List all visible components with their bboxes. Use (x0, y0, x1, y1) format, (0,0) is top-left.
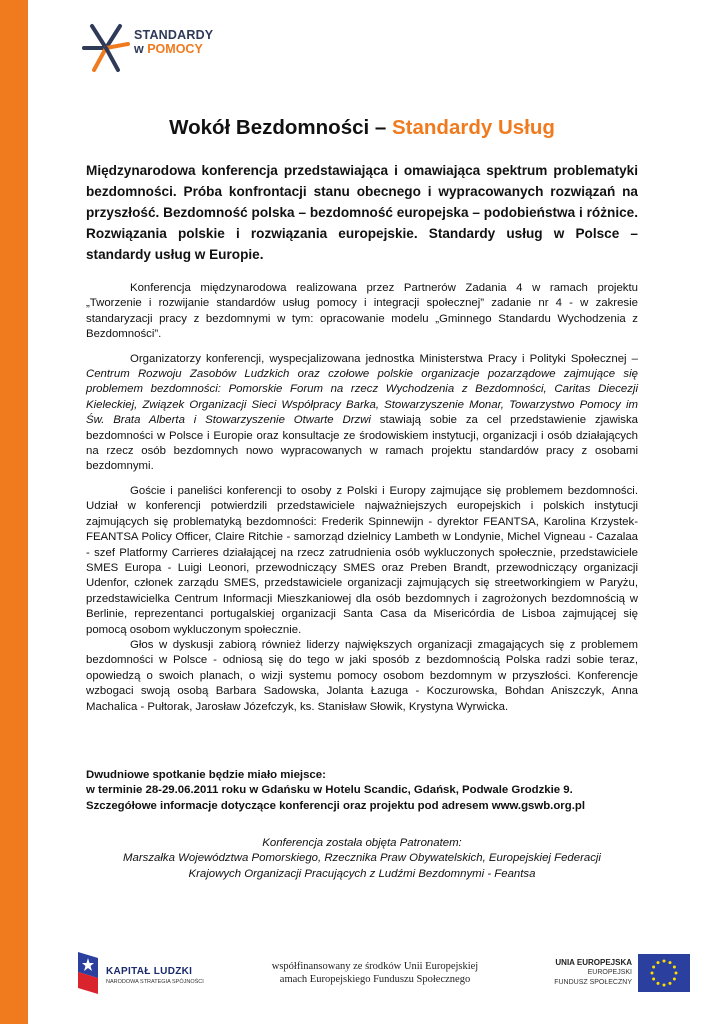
paragraph-4: Głos w dyskusji zabiorą również liderzy największych organizacji zmagających się z problemem bezdomności w Polsce - odniosą się do tego w jaki sposób z bezdomnością Polska radzi sobie teraz, opowiedzą o swoich planach, o wizji systemu pomocy osobom bezdomnym w przyszłości. Konferencje wzbogaci swoją osobą Barbara Sadowska, Jolanta Łazuga - Koczurowska, Bohdan Aniszczyk, Anna Machalica - Pułtorak, Jarosław Józefczyk, ks. Stanisław Słowik, Krystyna Wyrwicka. (86, 638, 638, 713)
eu-star-icon (657, 982, 660, 985)
kapital-ludzki-logo (76, 952, 226, 1002)
paragraph-2-start: Organizatorzy konferencji, wyspecjalizowana jednostka Ministerstwa Pracy i Polityki Społecznej – (130, 352, 638, 365)
event-info (86, 768, 638, 814)
eu-star-icon (669, 961, 672, 964)
kapital-ludzki-title: KAPITAŁ LUDZKI (106, 966, 193, 977)
eu-star-icon (652, 978, 655, 981)
paragraph-2-end: stawiają sobie za cel przedstawienie zjawiska bezdomności w Polsce i Europie oraz konsultacje ze środowiskiem instytucji, organizacji i osób działających na rzecz osób bezdomnych nowo wypracowanych w ramach projektu standardów pracy z osobami bezdomnymi. (86, 414, 638, 473)
eu-star-icon (673, 978, 676, 981)
eu-star-icon (657, 961, 660, 964)
kapital-ludzki-flag-icon (76, 952, 100, 994)
eu-flag-icon (638, 954, 690, 992)
eu-star-icon (673, 966, 676, 969)
eu-fund-line-1: EUROPEJSKI (587, 969, 632, 976)
patronage-line-2: Marszałka Województwa Pomorskiego, Rzecznika Praw Obywatelskich, Europejskiej Federacji (123, 852, 601, 865)
logo-text-standardy: STANDARDY (134, 28, 214, 42)
paragraph-1: Konferencja międzynarodowa realizowana przez Partnerów Zadania 4 w ramach projektu „Tworzenie i rozwijanie standardów usług pomocy i integracji społecznej” zadanie nr 4 - w zakresie standaryzacji pracy z bezdomnymi w tym: opracowanie modelu „Gminnego Standardu Wychodzenia z Bezdomności”. (86, 282, 638, 341)
eu-title: UNIA EUROPEJSKA (555, 958, 632, 967)
orange-side-bar (0, 0, 28, 1024)
paragraph-3: Goście i paneliści konferencji to osoby z Polski i Europy zajmujące się problemem bezdomności. Udział w konferencji potwierdzili przedstawiciele najważniejszych europejskich i polskich instytucji zajmujących się problematyką bezdomności: Frederik Spinnewijn - dyrektor FEANTSA, Karolina Krzystek- FEANTSA Policy Officer, Claire Ritchie - samorząd dzielnicy Lambeth w Londynie, Michel Vigneau - Cazalaa - szef Platformy Carrieres działającej na rzecz zatrudnienia osób wykluczonych społecznie, przedstawiciele SMES Europa - Luigi Leonori, przewodniczący SMES oraz Preben Brandt, przewodniczący organizacji Udenfor, członek zarządu SMES, przedstawiciele organizacji zajmujących się streetworkingiem w Paryżu, przedstawicielka Centrum Informacji Mieszkaniowej dla osób bezdomnych i zagrożonych bezdomnością w Berlinie, reprezentanci portugalskiej organizacji Santa Casa da Misericórdia de Lisboa zajmującej się pomocą osobom wykluczonym społecznie. (86, 484, 638, 636)
eu-star-icon (663, 984, 666, 987)
standardy-w-pomocy-logo (80, 18, 250, 78)
patronage-line-1: Konferencja została objęta Patronatem: (262, 837, 462, 849)
event-info-line-3: Szczegółowe informacje dotyczące konferencji oraz projektu pod adresem www.gswb.org.pl (86, 799, 585, 812)
cofinancing-note (250, 960, 500, 986)
document-title (86, 116, 638, 140)
paragraph-2-organizations: Centrum Rozwoju Zasobów Ludzkich oraz czołowe polskie organizacje pozarządowe zajmujące się problemem bezdomności: Pomorskie Forum na rzecz Wychodzenia z Bezdomności, Caritas Diecezji Kieleckiej, Związek Organizacji Sieci Współpracy Barka, Stowarzyszenie Monar, Towarzystwo Pomocy im Św. Brata Alberta i Stowarzyszenie Otwarte Drzwi (86, 368, 638, 427)
body-text (86, 281, 638, 724)
eu-star-icon (651, 972, 654, 975)
paragraph-2 (86, 352, 638, 475)
title-accent: Standardy Usług (392, 116, 555, 139)
title-main: Wokół Bezdomności – (169, 116, 392, 139)
logo-text-w: w (134, 42, 144, 56)
eu-fund-line-2: FUNDUSZ SPOŁECZNY (554, 979, 632, 986)
eu-esf-logo (520, 954, 690, 998)
patronage-block (86, 836, 638, 882)
patronage-line-3: Krajowych Organizacji Pracujących z Ludźmi Bezdomnymi - Feantsa (188, 867, 536, 880)
logo-text-pomocy: POMOCY (147, 42, 203, 56)
lead-paragraph: Międzynarodowa konferencja przedstawiająca i omawiająca spektrum problematyki bezdomności. Próba konfrontacji stanu obecnego i wypracowanych rozwiązań na przyszłość. Bezdomność polska – bezdomność europejska – podobieństwa i różnice. Rozwiązania polskie i rozwiązania europejskie. Standardy usług w Polsce – standardy usług w Europie. (86, 163, 638, 262)
standardy-star-logo-icon (80, 18, 132, 76)
event-info-line-1: Dwudniowe spotkanie będzie miało miejsce: (86, 769, 326, 781)
eu-star-icon (669, 982, 672, 985)
event-info-line-2: w terminie 28-29.06.2011 roku w Gdańsku w Hotelu Scandic, Gdańsk, Podwale Grodzkie 9. (86, 784, 573, 797)
kapital-ludzki-subtitle: NARODOWA STRATEGIA SPÓJNOŚCI (106, 979, 204, 985)
eu-star-icon (675, 972, 678, 975)
cofinancing-line-1: współfinansowany ze środków Unii Europejskiej (271, 961, 479, 972)
eu-star-icon (663, 960, 666, 963)
eu-star-icon (652, 966, 655, 969)
cofinancing-line-2: amach Europejskiego Funduszu Społecznego (279, 974, 471, 985)
